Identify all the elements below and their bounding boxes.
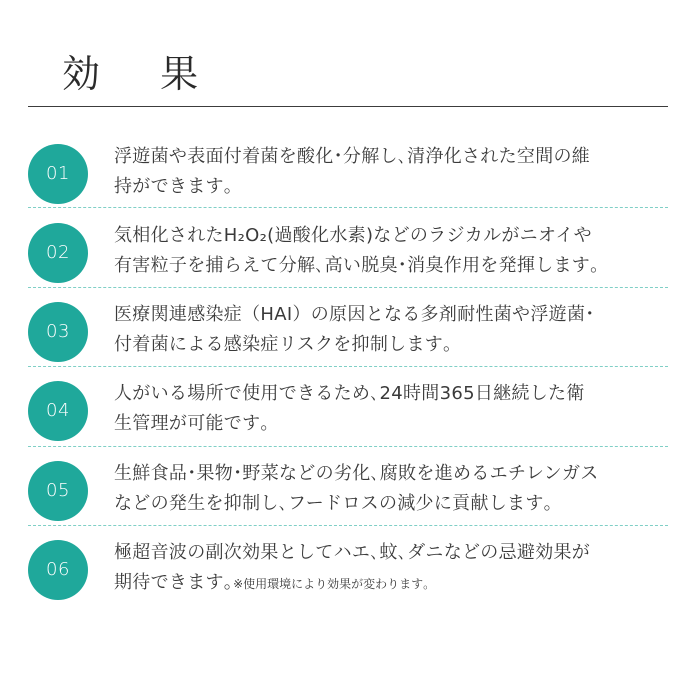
effect-item-01: [28, 142, 668, 220]
number-badge: 01: [28, 144, 88, 204]
effect-text: [114, 379, 670, 439]
dashed-divider: [28, 287, 668, 288]
effect-text-line: 気相化されたH₂O₂(過酸化水素)などのラジカルがニオイや: [114, 225, 592, 246]
effect-text-line: 医療関連感染症（HAI）の原因となる多剤耐性菌や浮遊菌･: [114, 304, 595, 325]
effect-text: [114, 459, 670, 519]
number-badge: 04: [28, 381, 88, 441]
dashed-divider: [28, 525, 668, 526]
effect-text-line: 生管理が可能です｡: [114, 413, 270, 434]
page-title: 効 果: [62, 52, 223, 96]
dashed-divider: [28, 366, 668, 367]
number-badge: 06: [28, 540, 88, 600]
title-underline: [28, 106, 668, 107]
effect-text-line: 持ができます｡: [114, 176, 234, 197]
effect-text: [114, 142, 670, 202]
effect-text-line-main: 期待できます｡: [114, 572, 234, 593]
dashed-divider: [28, 446, 668, 447]
effect-text-line: 生鮮食品･果物･野菜などの劣化､腐敗を進めるエチレンガス: [114, 463, 599, 484]
effect-text-line: 浮遊菌や表面付着菌を酸化･分解し､清浄化された空間の維: [114, 146, 591, 167]
dashed-divider: [28, 207, 668, 208]
footnote: ※使用環境により効果が変わります｡: [233, 577, 430, 591]
effect-text: [114, 538, 670, 599]
number-badge: 02: [28, 223, 88, 283]
effect-text: [114, 221, 670, 281]
effect-text-line: [114, 568, 670, 599]
number-badge: 05: [28, 461, 88, 521]
effect-item-06: [28, 538, 668, 616]
effect-text: [114, 300, 670, 360]
number-badge: 03: [28, 302, 88, 362]
effect-text-line: 有害粒子を捕らえて分解､高い脱臭･消臭作用を発揮します｡: [114, 255, 600, 276]
effect-text-line: などの発生を抑制し､フードロスの減少に貢献します｡: [114, 493, 553, 514]
effect-text-line: 極超音波の副次効果としてハエ､蚊､ダニなどの忌避効果が: [114, 542, 591, 563]
effect-text-line: 付着菌による感染症リスクを抑制します｡: [114, 334, 453, 355]
effect-text-line: 人がいる場所で使用できるため､24時間365日継続した衛: [114, 383, 585, 404]
